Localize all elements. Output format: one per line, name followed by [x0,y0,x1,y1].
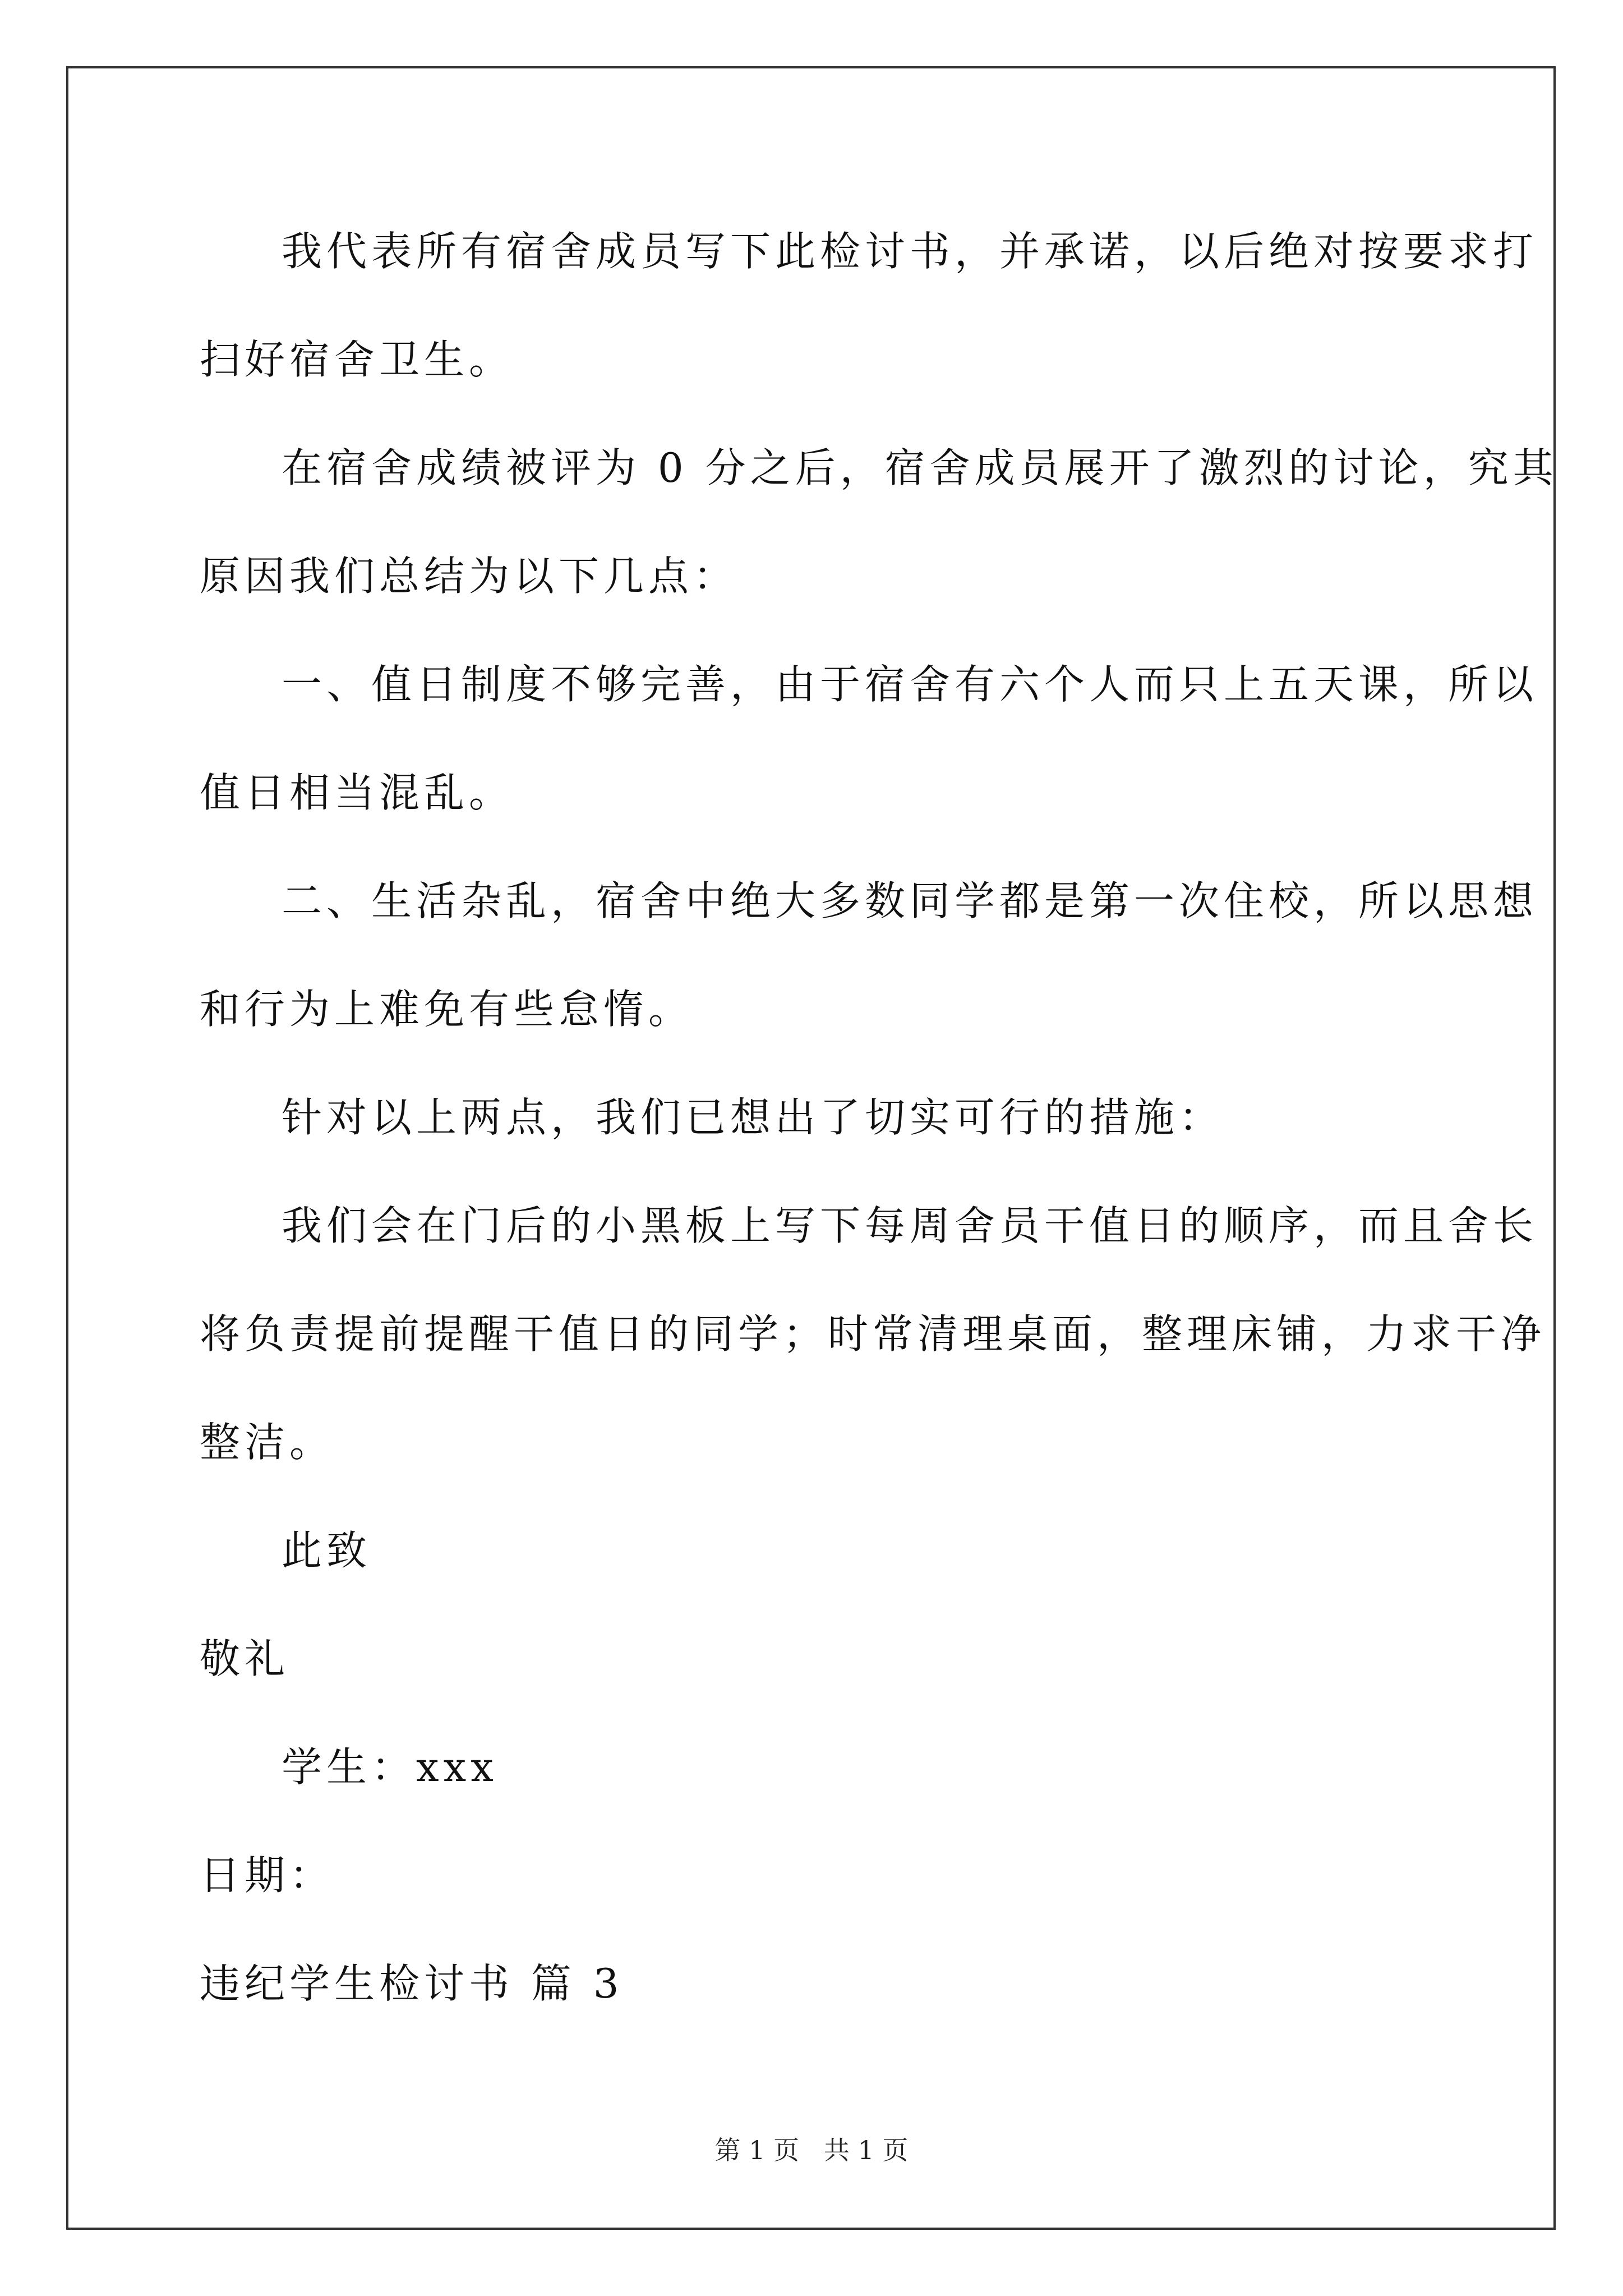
date-line: 日期： [200,1852,335,1899]
paragraph-4-line-1: 二、生活杂乱，宿舍中绝大多数同学都是第一次住校，所以思想 [282,877,1538,924]
paragraph-2-line-1: 在宿舍成绩被评为 0 分之后，宿舍成员展开了激烈的讨论，究其 [282,444,1558,491]
next-section-title: 违纪学生检讨书 篇 3 [200,1960,624,2007]
paragraph-6-line-1: 我们会在门后的小黑板上写下每周舍员干值日的顺序，而且舍长 [282,1202,1538,1249]
paragraph-6-line-2: 将负责提前提醒干值日的同学；时常清理桌面，整理床铺，力求干净 [200,1310,1546,1358]
paragraph-4-line-2: 和行为上难免有些怠惰。 [200,986,694,1033]
paragraph-1-line-1: 我代表所有宿舍成员写下此检讨书，并承诺，以后绝对按要求打 [282,228,1538,275]
closing-respect: 敬礼 [200,1635,290,1682]
paragraph-2-line-2: 原因我们总结为以下几点： [200,553,739,600]
closing-salutation: 此致 [282,1527,372,1574]
student-signature: 学生：xxx [282,1743,498,1791]
page-border [66,66,1556,2230]
page-footer: 第 1 页 共 1 页 [714,2135,909,2165]
paragraph-3-line-1: 一、值日制度不够完善，由于宿舍有六个人而只上五天课，所以 [282,661,1538,708]
paragraph-3-line-2: 值日相当混乱。 [200,769,514,816]
paragraph-1-line-2: 扫好宿舍卫生。 [200,336,514,383]
paragraph-6-line-3: 整洁。 [200,1419,335,1466]
paragraph-5-line-1: 针对以上两点，我们已想出了切实可行的措施： [282,1094,1224,1141]
